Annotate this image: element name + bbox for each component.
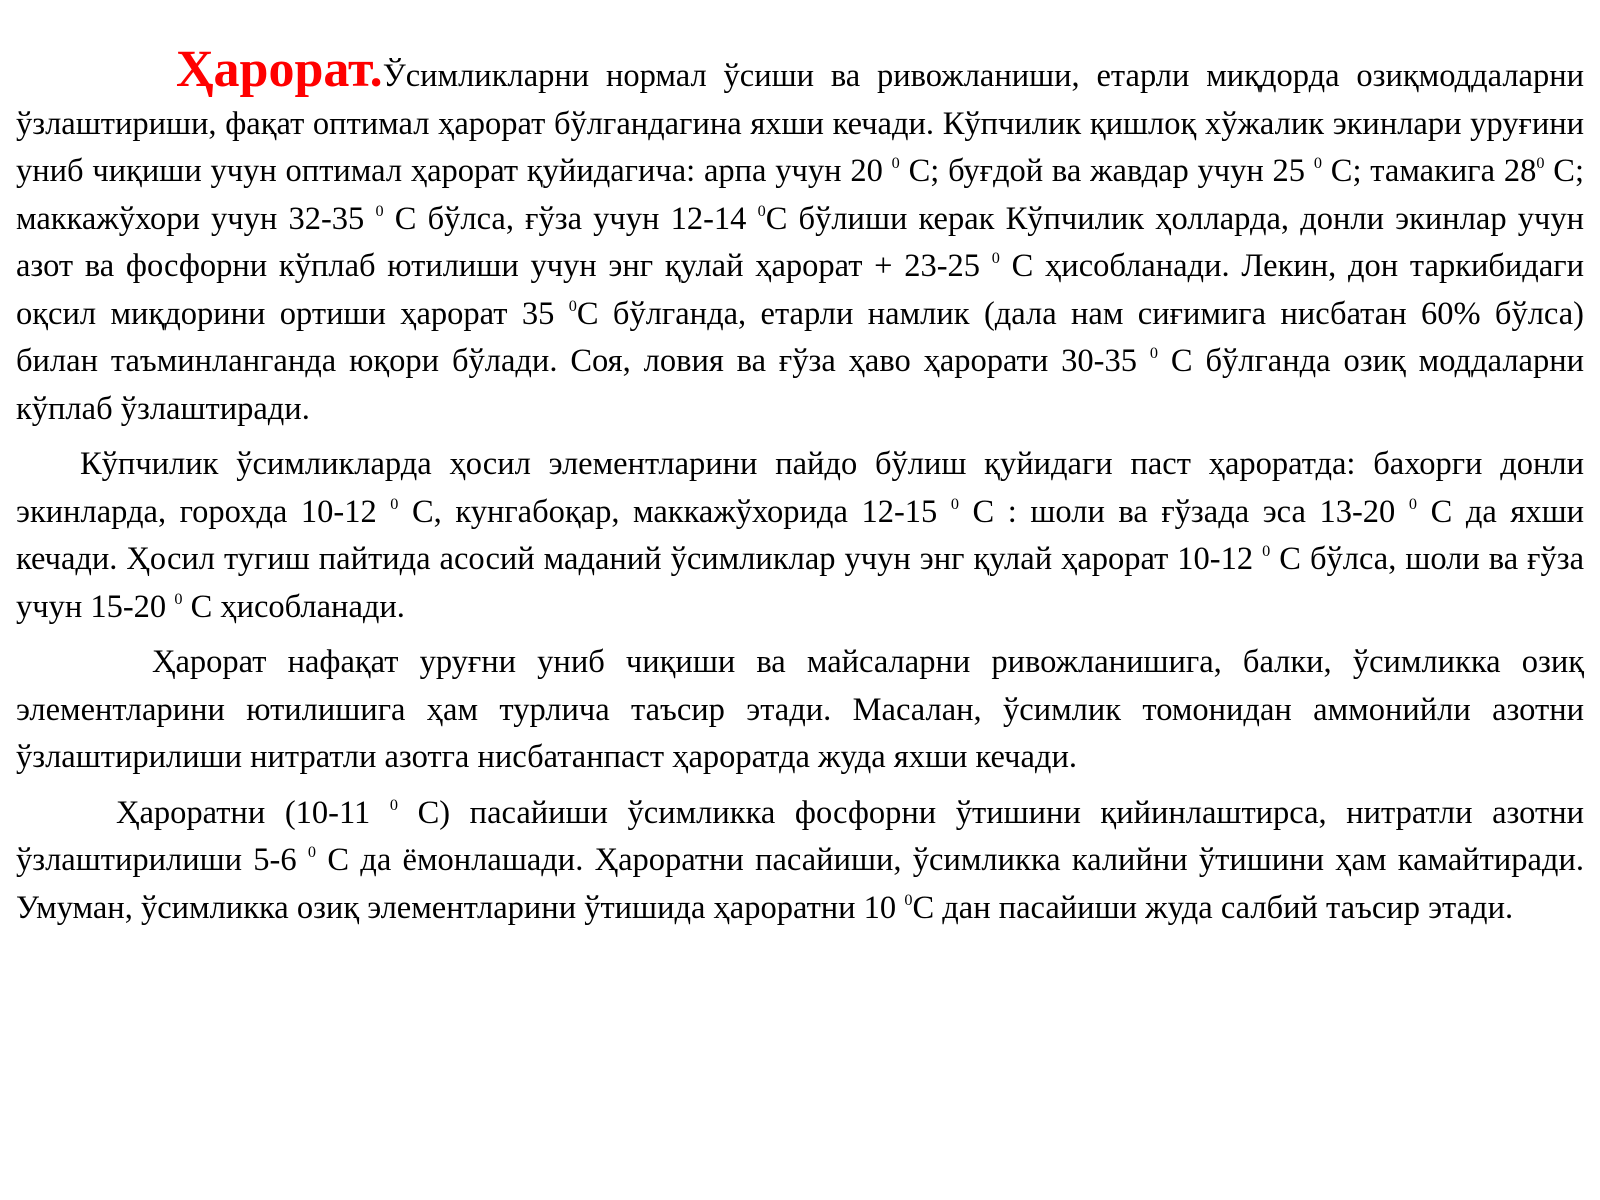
text-segment: Ҳарорат нафақат уруғни униб чиқиши ва майсаларни ривожланишига, балки, ўсимликка озиқ элементларини ютилишига ҳам турлича таъсир этади. Масалан, ўсимлик томонидан аммонийли азотни ўзлаштирилиши нитратли азотга нисбатанпаст ҳароратда жуда яхши кечади. bbox=[16, 644, 1584, 775]
degree-superscript: 0 bbox=[904, 890, 913, 909]
degree-superscript: 0 bbox=[1313, 154, 1322, 172]
text-segment: С да ёмонлашади. Ҳароратни пасайиши, ўсимликка калийни ўтишини ҳам камайтиради. Умуман, ўсимликка озиқ элементларини ўтишида ҳароратни 10 bbox=[16, 842, 1584, 926]
text-segment: С дан пасайиши жуда салбий таъсир этади. bbox=[912, 889, 1514, 926]
text-segment: С бўлганда, етарли намлик (дала нам сиғимига нисбатан 60% бўлса) билан таъминланганда юқори бўлади. Соя, ловия ва ғўза ҳаво ҳарорати 30-35 bbox=[16, 295, 1584, 379]
text-segment: Кўпчилик ўсимликларда ҳосил элементларини пайдо бўлиш қуйидаги паст ҳароратда: бахорги донли экинларда, горохда 10-12 bbox=[16, 446, 1584, 530]
paragraph-4 bbox=[16, 790, 1584, 933]
text-segment: С бўлса, ғўза учун 12-14 bbox=[383, 200, 758, 237]
degree-superscript: 0 bbox=[1536, 154, 1545, 172]
text-segment: С ҳисобланади. Лекин, дон таркибидаги оқсил миқдорини ортиши ҳарорат 35 bbox=[16, 248, 1584, 332]
text-segment: С; маккажўхори учун 32-35 bbox=[16, 153, 1584, 237]
text-segment: С, кунгабоқар, маккажўхорида 12-15 bbox=[398, 493, 951, 530]
degree-superscript: 0 bbox=[757, 201, 766, 220]
degree-superscript: 0 bbox=[1149, 344, 1158, 362]
text-segment: С бўлганда озиқ моддаларни кўплаб ўзлаштиради. bbox=[16, 343, 1584, 427]
degree-superscript: 0 bbox=[950, 494, 959, 513]
heading: Ҳарорат. bbox=[176, 41, 383, 98]
text-segment: С бўлиши керак Кўпчилик ҳолларда, донли экинлар учун азот ва фосфорни кўплаб ютилиши учун энг қулай ҳарорат + 23-25 bbox=[16, 200, 1584, 284]
paragraph-2 bbox=[16, 441, 1584, 631]
text-segment: С да яхши кечади. Ҳосил тугиш пайтида асосий маданий ўсимликлар учун энг қулай ҳарорат 10-12 bbox=[16, 493, 1584, 577]
degree-superscript: 0 bbox=[375, 201, 384, 220]
degree-superscript: 0 bbox=[389, 795, 398, 814]
text-segment: С; буғдой ва жавдар учун 25 bbox=[899, 153, 1314, 189]
text-segment: С : шоли ва ғўзада эса 13-20 bbox=[958, 493, 1409, 530]
degree-superscript: 0 bbox=[1262, 542, 1271, 560]
degree-superscript: 0 bbox=[1408, 494, 1418, 513]
degree-superscript: 0 bbox=[568, 296, 577, 315]
degree-superscript: 0 bbox=[891, 154, 900, 172]
degree-superscript: 0 bbox=[390, 494, 399, 513]
degree-superscript: 0 bbox=[174, 589, 183, 608]
text-segment: С ҳисобланади. bbox=[182, 588, 405, 625]
paragraph-3 bbox=[16, 639, 1584, 782]
degree-superscript: 0 bbox=[307, 843, 317, 861]
degree-superscript: 0 bbox=[991, 249, 1000, 267]
text-segment: Ҳароратни (10-11 bbox=[116, 794, 390, 831]
text-segment: С; тамакига 28 bbox=[1321, 153, 1537, 189]
paragraph-1 bbox=[16, 41, 1584, 433]
text-segment: С бўлса, шоли ва ғўза учун 15-20 bbox=[16, 541, 1584, 625]
text-segment: Ўсимликларни нормал ўсиши ва ривожланиши, етарли миқдорда озиқмоддаларни ўзлаштириши, фақат оптимал ҳарорат бўлгандагина яхши кечади. Кўпчилик қишлоқ хўжалик экинлари уруғини униб чиқиши учун оптимал ҳарорат қуйидагича: арпа учун 20 bbox=[16, 58, 1584, 189]
text-segment: С) пасайиши ўсимликка фосфорни ўтишини қийинлаштирса, нитратли азотни ўзлаштирилиши 5-6 bbox=[16, 794, 1584, 878]
